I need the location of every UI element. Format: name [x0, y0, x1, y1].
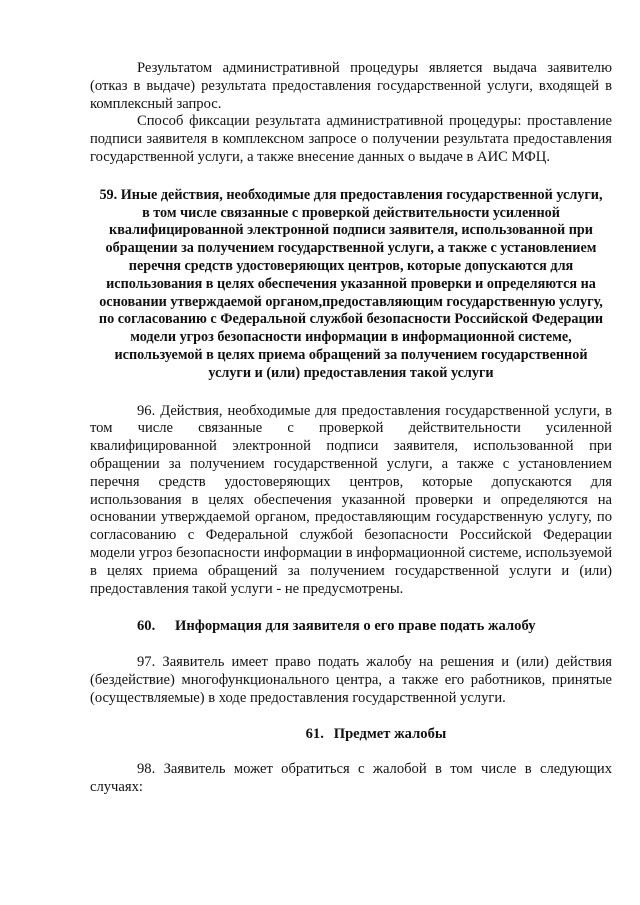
paragraph-result: Результатом административной процедуры является выдача заявителю (отказ в выдаче) результата предоставления государственной услуги, входящей в комплексный запрос.	[90, 60, 612, 112]
paragraph-98: 98. Заявитель может обратиться с жалобой в том числе в следующих случаях:	[90, 761, 612, 796]
document-page	[90, 60, 612, 797]
paragraph-96: 96. Действия, необходимые для предоставления государственной услуги, в том числе связанные с проверкой действительности усиленной квалифицированной электронной подписи заявителя, использованной при обращении за получением государственной услуги, а также с установлением перечня средств удостоверяющих центров, которые допускаются для использования в целях обеспечения указанной проверки и определяются на основании утверждаемой органом, предоставляющим государственную услугу, по согласованию с Федеральной службой безопасности Российской Федерации модели угроз безопасности информации в информационной системе, используемой в целях приема обращений за получением государственной услуги и (или) предоставления такой услуги - не предусмотрены.	[90, 402, 612, 597]
section-title-60: Информация для заявителя о его праве подать жалобу	[175, 618, 536, 635]
paragraph-97: 97. Заявитель имеет право подать жалобу на решения и (или) действия (бездействие) многофункционального центра, а также его работников, принятые (осуществляемые) в ходе предоставления государственной услуги.	[90, 654, 612, 706]
section-heading-61	[90, 726, 612, 744]
section-title-61: Предмет жалобы	[333, 725, 447, 742]
section-heading-59: 59. Иные действия, необходимые для предоставления государственной услуги, в том числе связанные с проверкой действительности усиленной квалифицированной электронной подписи заявителя, использованной при обращении за получением государственной услуги, а также с установлением перечня средств удостоверяющих центров, которые допускаются для использования в целях обеспечения указанной проверки и определяются на основании утверждаемой органом,предоставляющим государственную услугу, по согласованию с Федеральной службой безопасности Российской Федерации модели угроз безопасности информации в информационной системе, используемой в целях приема обращений за получением государственной услуги и (или) предоставления такой услуги	[98, 186, 604, 381]
section-number-60: 60.	[137, 618, 156, 635]
paragraph-fixation: Способ фиксации результата административной процедуры: проставление подписи заявителя в комплексном запросе о получении результата предоставления государственной услуги, а также внесение данных о выдаче в АИС МФЦ.	[90, 113, 612, 165]
section-heading-60	[137, 618, 612, 636]
section-number-61: 61.	[305, 725, 324, 742]
